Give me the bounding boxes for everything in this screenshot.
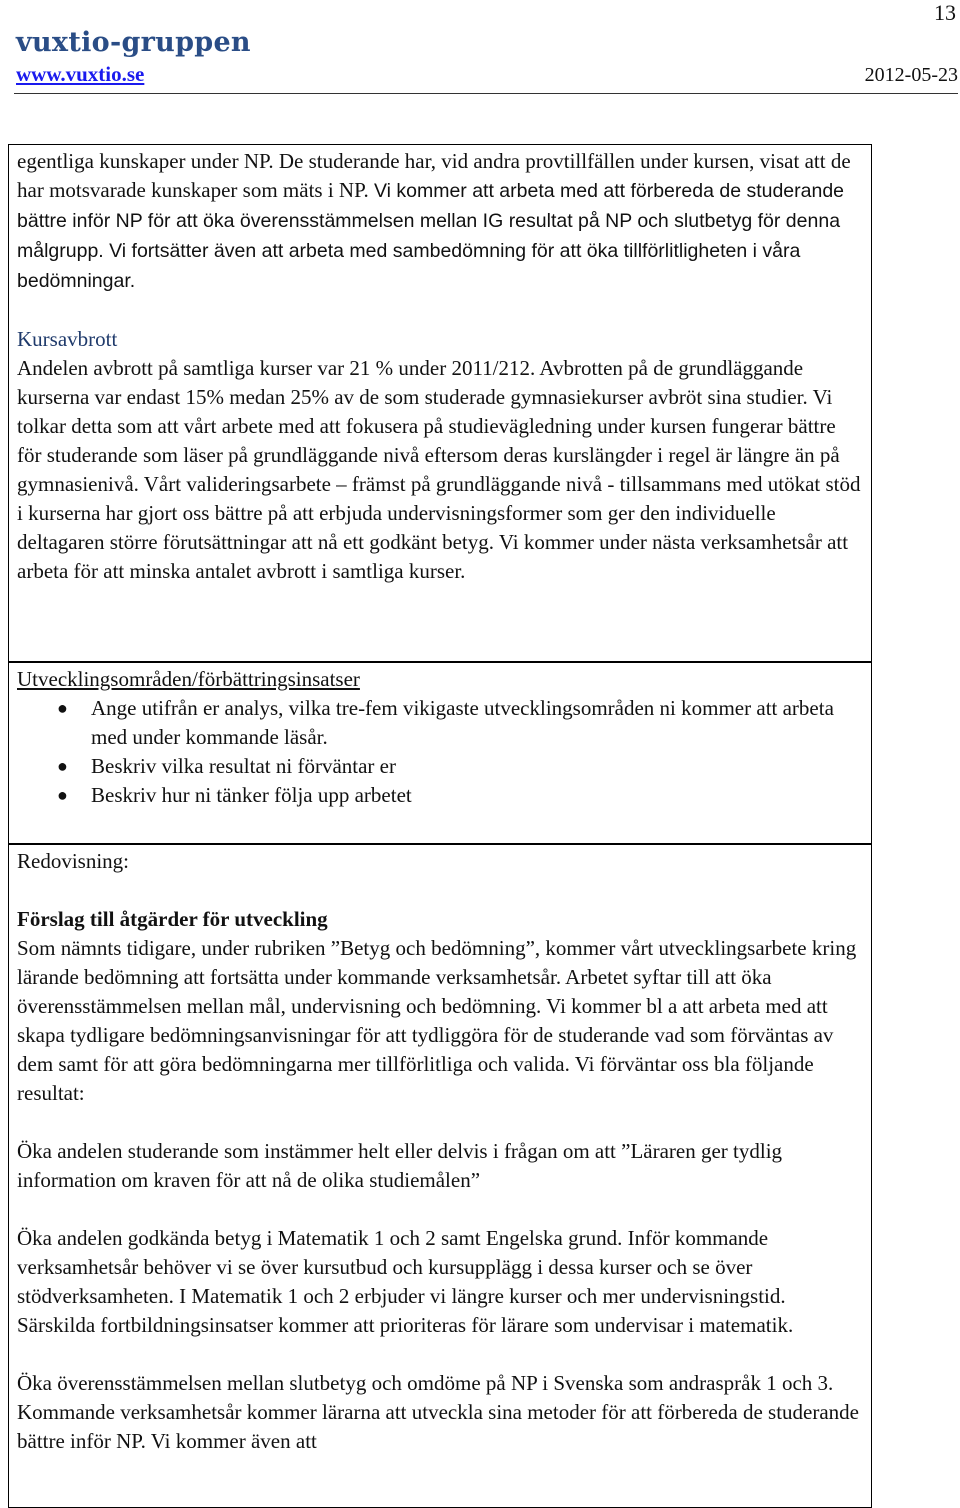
spacer: [17, 1340, 863, 1369]
proposals-paragraph-1: Som nämnts tidigare, under rubriken ”Betyg och bedömning”, kommer vårt utvecklingsarbete kring lärande bedömning att fortsätta under kommande verksamhetsår. Arbetet syftar till att öka överensstämmelsen mellan mål, undervisning och bedömning. Vi kommer bl a att arbeta med att skapa tydligare bedömningsanvisningar för att tydliggöra för de studerande vad som förväntas av dem samt för att göra bedömningarna mer tillförlitliga och valida. Vi förväntar oss bla följande resultat:: [17, 936, 857, 1105]
development-heading: Utvecklingsområden/förbättringsinsatser: [17, 667, 360, 691]
kursavbrott-paragraph: Andelen avbrott på samtliga kurser var 21 % under 2011/212. Avbrotten på de grundläggande kurserna var endast 15% medan 25% av de som studerade gymnasiekurser avbröt sina studier. Vi tolkar detta som att vårt arbete med att fokusera på studievägledning under kursen fungerar bättre för studerande som läser på grundläggande nivå eftersom deras kurslängder i regel är längre än på gymnasienivå. Vårt valideringsarbete – främst på grundläggande nivå - tillsammans med utökat stöd i kurserna har gjort oss bättre på att erbjuda undervisningsformer som ger den individuelle deltagaren större förutsättningar att nå ett godkänt betyg. Vi kommer under nästa verksamhetsår att arbeta för att minska antalet avbrott i samtliga kurser.: [17, 356, 861, 583]
org-name: vuxtio-gruppen: [16, 27, 251, 58]
report-label: Redovisning:: [17, 849, 130, 873]
bullet-dot-icon: ●: [57, 698, 68, 718]
proposals-paragraph-4: Öka överensstämmelsen mellan slutbetyg och omdöme på NP i Svenska som andraspråk 1 och 3. Kommande verksamhetsår kommer lärarna att utveckla sina metoder för att förbereda de studerande bättre inför NP. Vi kommer även att: [17, 1371, 859, 1453]
list-item: ● Ange utifrån er analys, vilka tre-fem vikigaste utvecklingsområden ni kommer att arbeta med under kommande läsår.: [57, 696, 834, 749]
proposals-paragraph-2: Öka andelen studerande som instämmer helt eller delvis i frågan om att ”Läraren ger tydlig information om kraven för att nå de olika studiemålen”: [17, 1139, 783, 1192]
list-item: ● Beskriv hur ni tänker följa upp arbetet: [17, 781, 863, 810]
spacer: [17, 876, 863, 905]
spacer: [17, 1195, 863, 1224]
bullet-dot-icon: ●: [57, 785, 68, 805]
section-results-box: [8, 144, 872, 662]
header-rule: [14, 93, 958, 94]
results-paragraph: [17, 147, 863, 296]
section-development-box: [8, 662, 872, 844]
development-list: [17, 694, 863, 810]
website-link[interactable]: www.vuxtio.se: [16, 62, 145, 86]
bullet-dot-icon: ●: [57, 756, 68, 776]
page-number: 13: [934, 0, 956, 25]
results-text-sans: Vi kommer att arbeta med att förbereda de studerande bättre inför NP för att öka överensstämmelsen mellan IG resultat på NP och slutbetyg för denna målgrupp. Vi fortsätter även att arbeta med sambedömning för att öka tillförlitligheten i våra bedömningar.: [17, 180, 845, 292]
header-date: 2012-05-23: [864, 64, 958, 86]
spacer: [17, 296, 863, 325]
proposals-paragraph-3: Öka andelen godkända betyg i Matematik 1 och 2 samt Engelska grund. Inför kommande verksamhetsår behöver vi se över kursutbud och kursupplägg i dessa kurser och se över stödverksamheten. I Matematik 1 och 2 erbjuder vi längre kurser och mer undervisningstid. Särskilda fortbildningsinsatser kommer att prioriteras för lärare som undervisar i matematik.: [17, 1226, 794, 1337]
section-report-box: [8, 844, 872, 1508]
kursavbrott-heading: Kursavbrott: [17, 327, 118, 351]
results-text-serif: egentliga kunskaper under NP. De studerande har, vid andra provtillfällen under kursen, visat att de har motsvarade kunskaper som mäts i NP.: [17, 149, 851, 202]
proposals-heading: Förslag till åtgärder för utveckling: [17, 907, 328, 931]
spacer: [17, 1108, 863, 1137]
list-item: ● Beskriv vilka resultat ni förväntar er: [17, 752, 863, 781]
